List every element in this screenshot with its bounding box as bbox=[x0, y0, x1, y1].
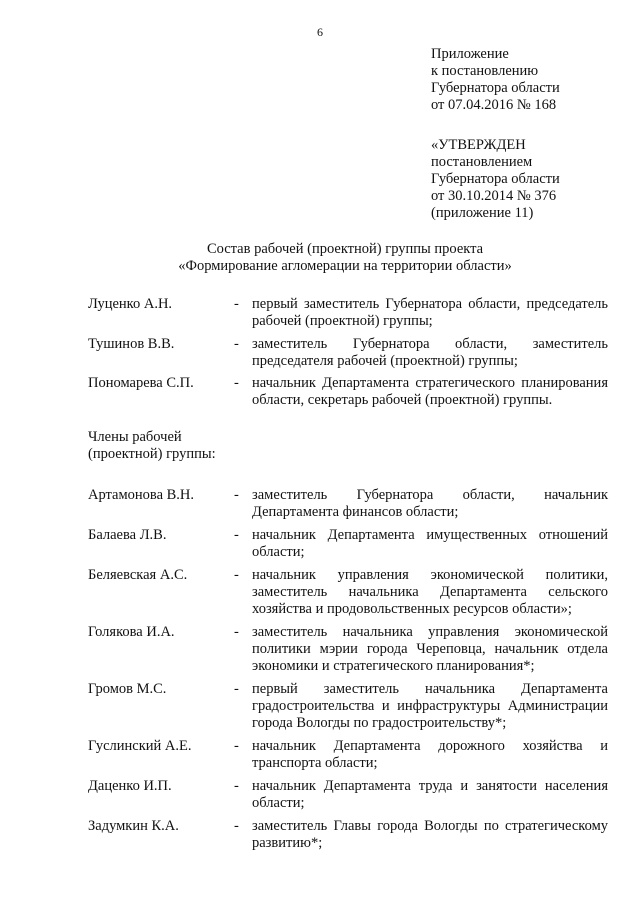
member-role: заместитель Губернатора области, заместитель председателя рабочей (проектной) группы; bbox=[252, 336, 608, 369]
member-name: Пономарева С.П. bbox=[88, 375, 194, 391]
dash: - bbox=[234, 738, 239, 754]
dash: - bbox=[234, 778, 239, 794]
member-row bbox=[88, 527, 608, 561]
member-row bbox=[88, 738, 608, 772]
member-name: Задумкин К.А. bbox=[88, 818, 179, 834]
member-name: Беляевская А.С. bbox=[88, 567, 188, 583]
leader-row bbox=[88, 375, 608, 409]
member-row bbox=[88, 778, 608, 812]
title-line: «Формирование агломерации на территории области» bbox=[178, 258, 512, 274]
appendix-line: к постановлению bbox=[431, 63, 539, 79]
member-name: Громов М.С. bbox=[88, 681, 167, 697]
member-role: начальник Департамента дорожного хозяйства и транспорта области; bbox=[252, 738, 608, 771]
member-name: Голякова И.А. bbox=[88, 624, 175, 640]
member-row bbox=[88, 681, 608, 732]
member-name: Даценко И.П. bbox=[88, 778, 172, 794]
member-role: заместитель Губернатора области, начальник Департамента финансов области; bbox=[252, 487, 608, 520]
member-role: заместитель начальника управления экономической политики мэрии города Череповца, начальник отдела экономики и стратегического планирования*; bbox=[252, 624, 608, 674]
leader-row bbox=[88, 336, 608, 370]
dash: - bbox=[234, 567, 239, 583]
member-role: начальник Департамента стратегического планирования области, секретарь рабочей (проектной) группы. bbox=[252, 375, 608, 408]
member-name: Тушинов В.В. bbox=[88, 336, 175, 352]
member-row bbox=[88, 567, 608, 618]
member-role: первый заместитель Губернатора области, председатель рабочей (проектной) группы; bbox=[252, 296, 608, 329]
approved-line: от 30.10.2014 № 376 bbox=[431, 188, 557, 204]
appendix-block bbox=[431, 46, 631, 114]
member-name: Балаева Л.В. bbox=[88, 527, 167, 543]
approved-block bbox=[431, 137, 631, 222]
members-label: Члены рабочей (проектной) группы: bbox=[88, 429, 216, 462]
leader-row bbox=[88, 296, 608, 330]
dash: - bbox=[234, 818, 239, 834]
member-row bbox=[88, 624, 608, 675]
member-role: начальник Департамента труда и занятости населения области; bbox=[252, 778, 608, 811]
document-title bbox=[0, 241, 640, 275]
member-name: Гуслинский А.Е. bbox=[88, 738, 192, 754]
member-row bbox=[88, 487, 608, 521]
dash: - bbox=[234, 624, 239, 640]
approved-line: постановлением bbox=[431, 154, 533, 170]
page-number: 6 bbox=[317, 25, 323, 39]
dash: - bbox=[234, 527, 239, 543]
dash: - bbox=[234, 336, 239, 352]
member-list bbox=[88, 296, 608, 852]
member-name: Луценко А.Н. bbox=[88, 296, 173, 312]
approved-line: (приложение 11) bbox=[431, 205, 534, 221]
title-line: Состав рабочей (проектной) группы проекта bbox=[206, 241, 484, 257]
member-role: начальник управления экономической политики, заместитель начальника Департамента сельского хозяйства и продовольственных ресурсов области»; bbox=[252, 567, 608, 617]
approved-line: Губернатора области bbox=[431, 171, 560, 187]
member-role: начальник Департамента имущественных отношений области; bbox=[252, 527, 608, 560]
approved-line: «УТВЕРЖДЕН bbox=[431, 137, 526, 153]
member-name: Артамонова В.Н. bbox=[88, 487, 195, 503]
dash: - bbox=[234, 375, 239, 391]
dash: - bbox=[234, 296, 239, 312]
dash: - bbox=[234, 487, 239, 503]
appendix-line: от 07.04.2016 № 168 bbox=[431, 97, 557, 113]
member-role: заместитель Главы города Вологды по стратегическому развитию*; bbox=[252, 818, 608, 851]
appendix-line: Губернатора области bbox=[431, 80, 560, 96]
member-row bbox=[88, 818, 608, 852]
dash: - bbox=[234, 681, 239, 697]
appendix-line: Приложение bbox=[431, 46, 509, 62]
member-role: первый заместитель начальника Департамента градостроительства и инфраструктуры Администрации города Вологды по градостроительству*; bbox=[252, 681, 608, 731]
